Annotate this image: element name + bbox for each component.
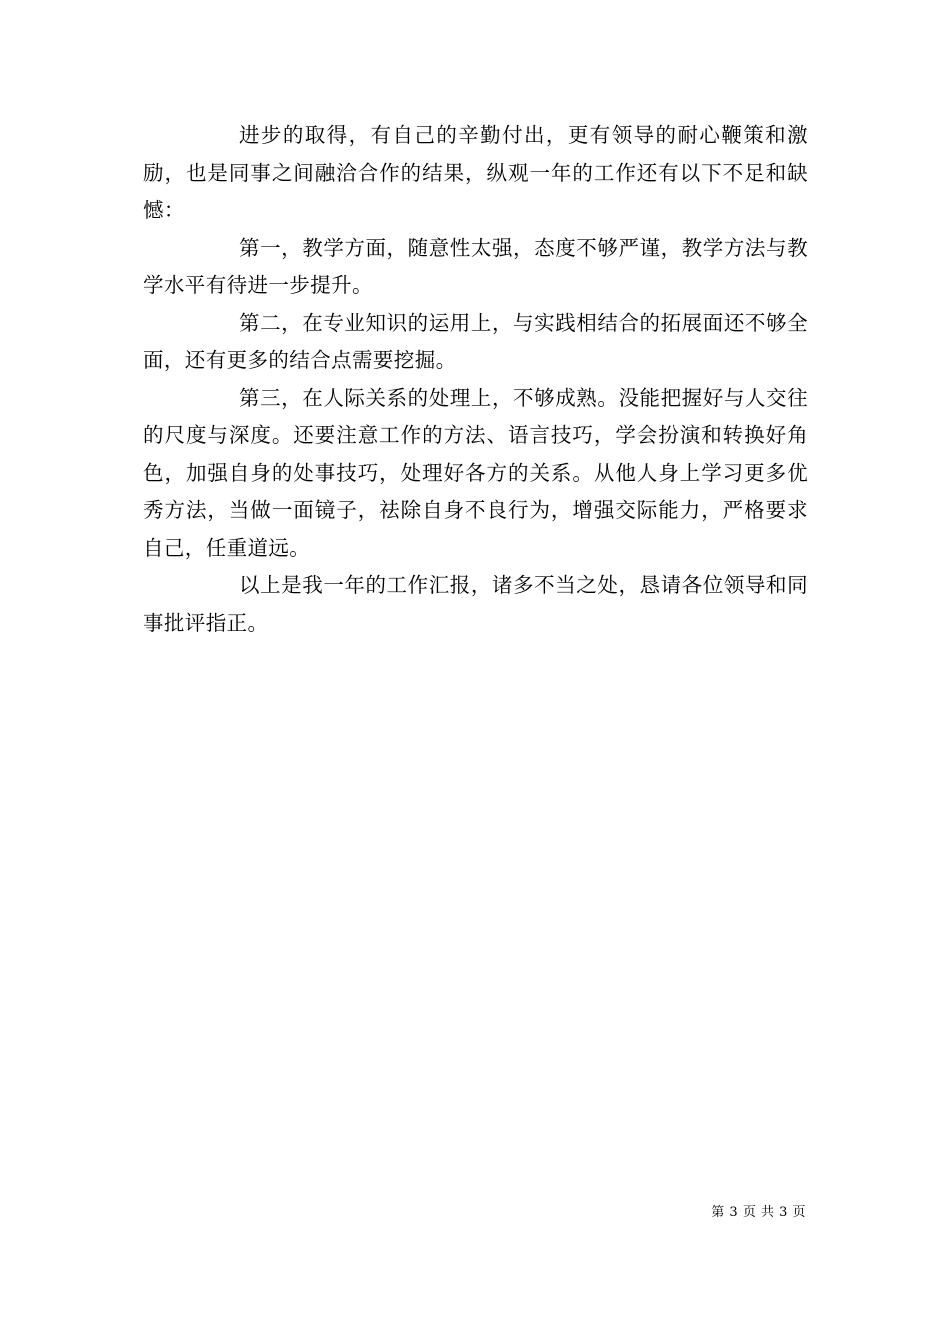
paragraph-point-three: 第三，在人际关系的处理上，不够成熟。没能把握好与人交往的尺度与深度。还要注意工作的方法、语言技巧，学会扮演和转换好角色，加强自身的处事技巧，处理好各方的关系。从他人身上学习更多优秀方法，当做一面镜子，祛除自身不良行为，增强交际能力，严格要求自己，任重道远。 (143, 385, 808, 560)
paragraph-point-one: 第一，教学方面，随意性太强，态度不够严谨，教学方法与教学水平有待进一步提升。 (143, 235, 808, 297)
paragraph-intro: 进步的取得，有自己的辛勤付出，更有领导的耐心鞭策和激励，也是同事之间融洽合作的结果，纵观一年的工作还有以下不足和缺憾： (143, 123, 808, 222)
paragraph-point-two: 第二，在专业知识的运用上，与实践相结合的拓展面还不够全面，还有更多的结合点需要挖掘。 (143, 310, 808, 372)
paragraph-conclusion: 以上是我一年的工作汇报，诸多不当之处，恳请各位领导和同事批评指正。 (143, 573, 808, 635)
page-number-footer: 第 3 页 共 3 页 (711, 1205, 806, 1220)
document-body (143, 117, 808, 642)
